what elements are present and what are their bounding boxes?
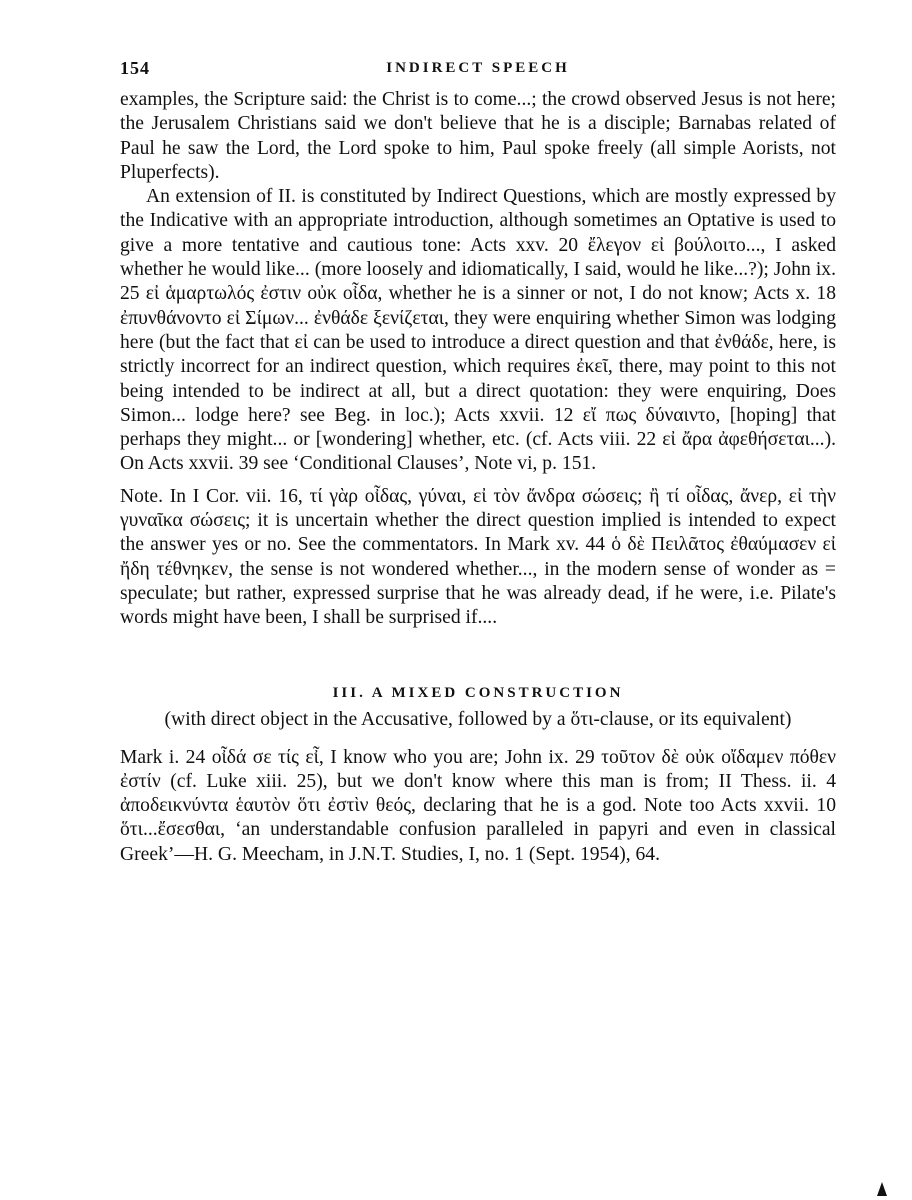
running-head: INDIRECT SPEECH	[386, 60, 570, 76]
section-body	[120, 746, 836, 867]
body-text	[120, 88, 836, 631]
section-title: III. A MIXED CONSTRUCTION	[332, 684, 624, 701]
paragraph-note: Note. In I Cor. vii. 16, τί γὰρ οἶδας, γύναι, εἰ τὸν ἄνδρα σώσεις; ἢ τί οἶδας, ἄνερ, εἰ τὴν γυναῖκα σώσεις; it is uncertain whether the direct question implied is intended to expect the answer yes or no. See the commentators. In Mark xv. 44 ὁ δὲ Πειλᾶτος ἐθαύμασεν εἰ ἤδη τέθνηκεν, the sense is not wondered whether..., in the modern sense of wonder as = speculate; but rather, expressed surprise that he was already dead, if he were, i.e. Pilate's words might have been, I shall be surprised if....	[120, 485, 836, 629]
book-page	[120, 58, 836, 867]
paragraph-continuation: examples, the Scripture said: the Christ is to come...; the crowd observed Jesus is not here; the Jerusalem Christians said we don't believe that he is a disciple; Barnabas related of Paul he saw the Lord, the Lord spoke to him, Paul spoke freely (all simple Aorists, not Pluperfects).	[120, 89, 836, 183]
page-corner-mark	[877, 1182, 887, 1196]
paragraph-mixed-construction: Mark i. 24 οἶδά σε τίς εἶ, I know who you are; John ix. 29 τοῦτον δὲ οὐκ οἴδαμεν πόθεν ἐστίν (cf. Luke xiii. 25), but we don't know where this man is from; II Thess. ii. 4 ἀποδεικνύντα ἑαυτὸν ὅτι ἐστὶν θεός, declaring that he is a god. Note too Acts xxvii. 10 ὅτι...ἔσεσθαι, ‘an understandable confusion paralleled in papyri and even in classical Greek’—H. G. Meecham, in J.N.T. Studies, I, no. 1 (Sept. 1954), 64.	[120, 746, 836, 865]
page-number: 154	[120, 58, 150, 78]
section-heading	[120, 681, 836, 732]
section-subtitle: (with direct object in the Accusative, followed by a ὅτι-clause, or its equivalent)	[164, 708, 792, 730]
paragraph-indirect-questions: An extension of II. is constituted by Indirect Questions, which are mostly expressed by the Indicative with an appropriate introduction, although sometimes an Optative is used to give a more tentative and cautious tone: Acts xxv. 20 ἔλεγον εἰ βούλοιτο..., I asked whether he would like... (more loosely and idiomatically, I said, would he like...?); John ix. 25 εἰ ἁμαρτωλός ἐστιν οὐκ οἶδα, whether he is a sinner or not, I do not know; Acts x. 18 ἐπυνθάνοντο εἰ Σίμων... ἐνθάδε ξενίζεται, they were enquiring whether Simon was lodging here (but the fact that εἰ can be used to introduce a direct question and that ἐνθάδε, here, is strictly incorrect for an indirect question, which requires ἐκεῖ, there, may point to this not being intended to be indirect at all, but a direct quotation: they were enquiring, Does Simon... lodge here? see Beg. in loc.); Acts xxvii. 12 εἴ πως δύναιντο, [hoping] that perhaps they might... or [wondering] whether, etc. (cf. Acts viii. 22 εἰ ἄρα ἀφεθήσεται...). On Acts xxvii. 39 see ‘Conditional Clauses’, Note vi, p. 151.	[120, 186, 836, 475]
page-header	[120, 58, 836, 82]
